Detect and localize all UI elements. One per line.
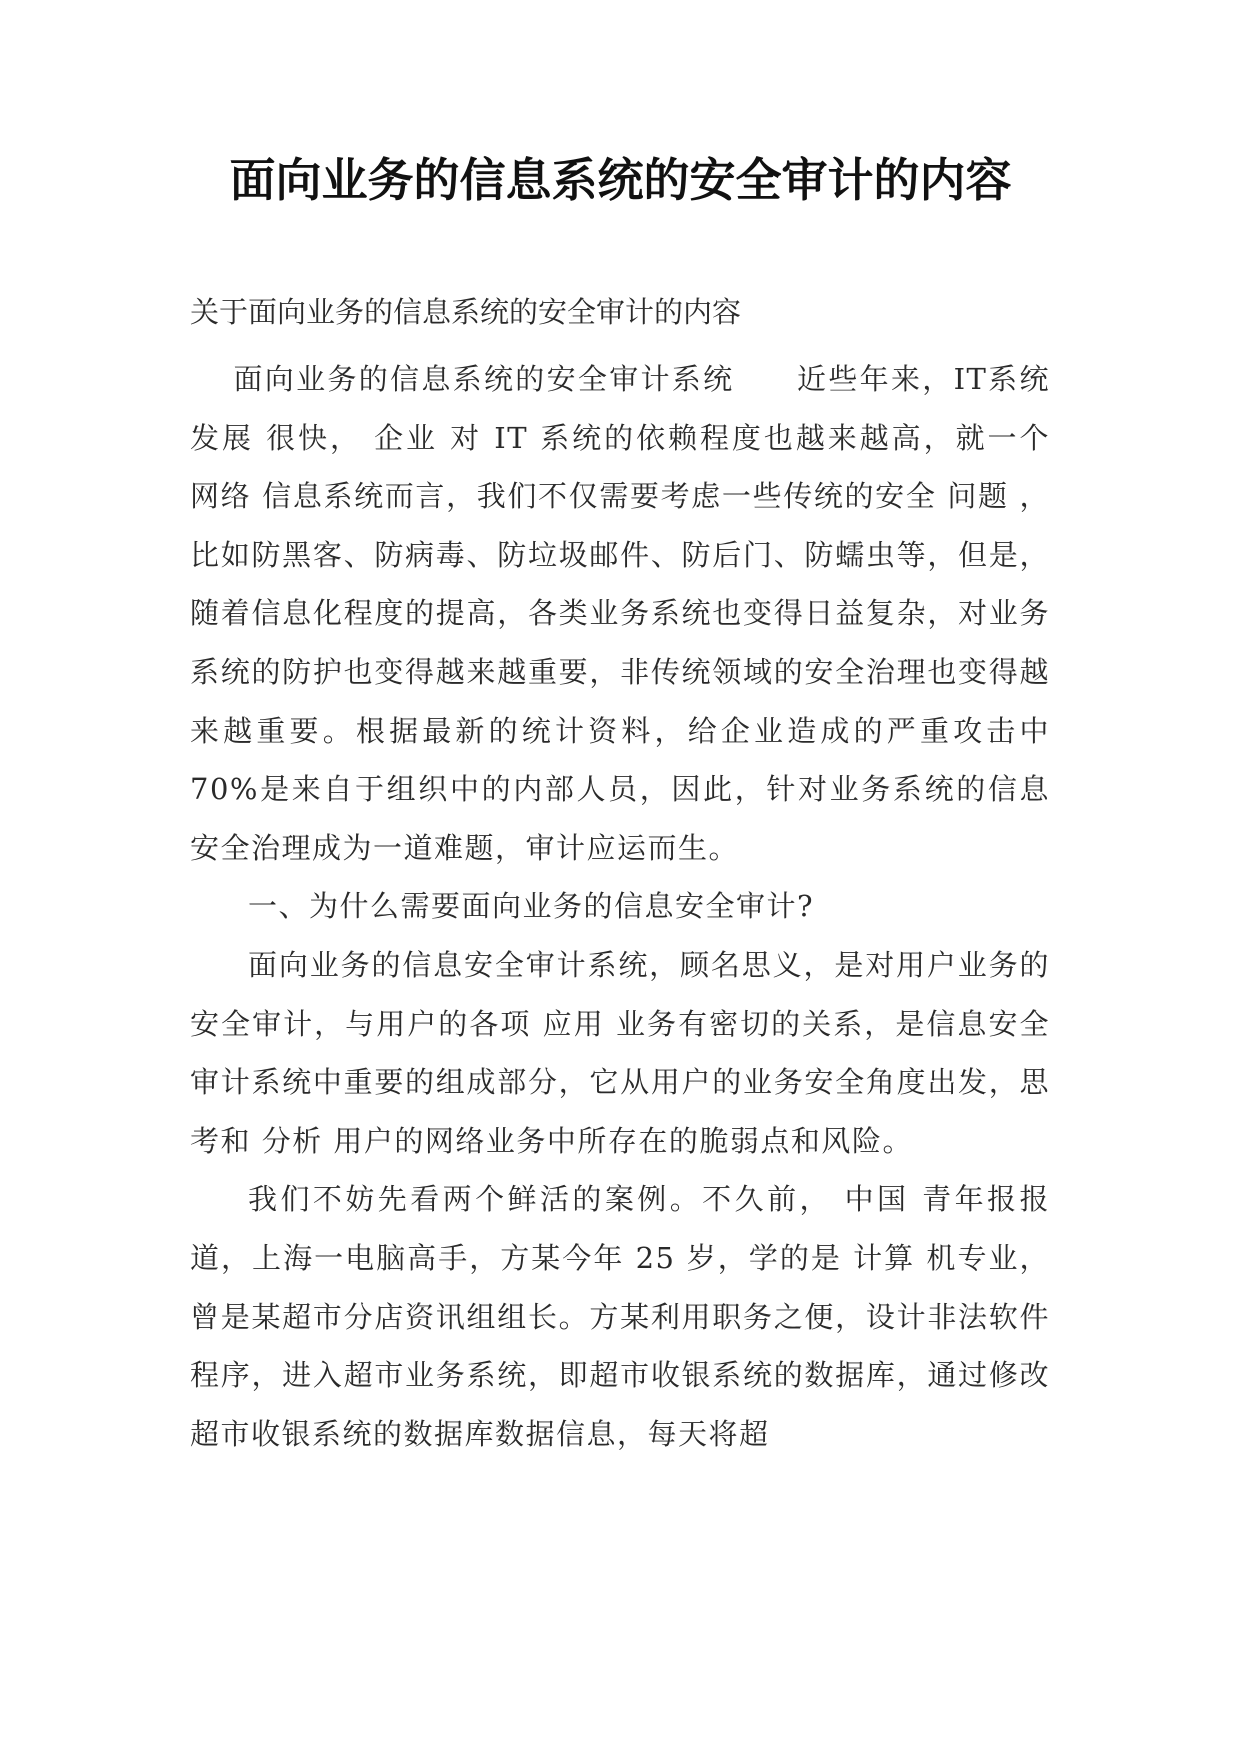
paragraph: 面向业务的信息安全审计系统，顾名思义，是对用户业务的安全审计，与用户的各项 应用 业务有密切的关系，是信息安全审计系统中重要的组成部分，它从用户的业务安全角度出发，思考和 分析 用户的网络业务中所存在的脆弱点和风险。 xyxy=(190,947,1050,1158)
section-heading: 一、为什么需要面向业务的信息安全审计? xyxy=(248,889,815,924)
document-body xyxy=(190,350,1050,1463)
document-title: 面向业务的信息系统的安全审计的内容 xyxy=(229,153,1012,207)
paragraph: 面向业务的信息系统的安全审计系统 近些年来，IT系统 发展 很快， 企业 对 IT 系统的依赖程度也越来越高，就一个 网络 信息系统而言，我们不仅需要考虑一些传统的安全 问题 ，比如防黑客、防病毒、防垃圾邮件、防后门、防蠕虫等，但是，随着信息化程度的提高，各类业务系统也变得日益复杂，对业务系统的防护也变得越来越重要，非传统领域的安全治理也变得越来越重要。根据最新的统计资料，给企业造成的严重攻击中 70%是来自于组织中的内部人员，因此，针对业务系统的信息安全治理成为一道难题，审计应运而生。 xyxy=(190,362,1050,865)
paragraph: 我们不妨先看两个鲜活的案例。不久前， 中国 青年报报道，上海一电脑高手，方某今年 25 岁，学的是 计算 机专业，曾是某超市分店资讯组组长。方某利用职务之便，设计非法软件程序，进入超市业务系统，即超市收银系统的数据库，通过修改超市收银系统的数据库数据信息，每天将超 xyxy=(190,1182,1050,1451)
document-subtitle: 关于面向业务的信息系统的安全审计的内容 xyxy=(190,295,742,329)
